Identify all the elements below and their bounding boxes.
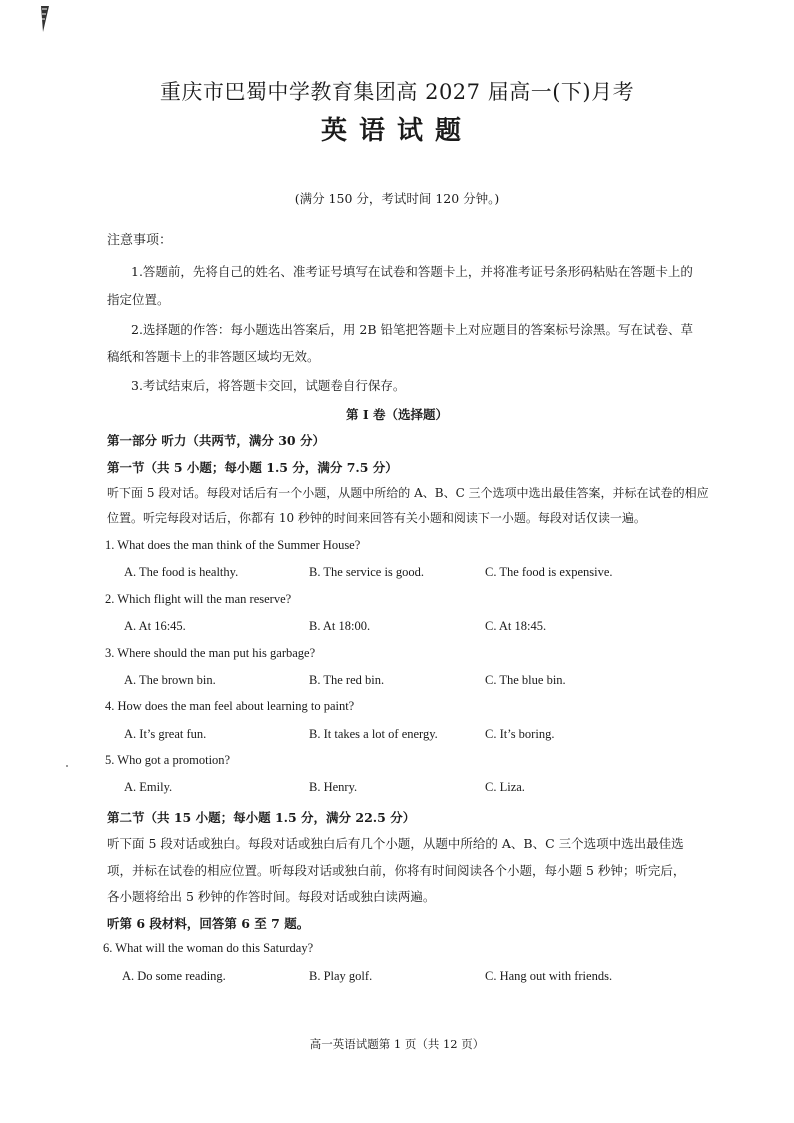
question-4-option-a: A. It’s great fun. <box>124 727 207 741</box>
scan-corner-mark <box>40 6 50 32</box>
question-5-stem: 5. Who got a promotion? <box>105 753 231 767</box>
question-6-option-c: C. Hang out with friends. <box>485 969 613 983</box>
question-2-option-a: A. At 16:45. <box>124 619 186 633</box>
question-3-option-c: C. The blue bin. <box>485 673 566 687</box>
question-4-option-b: B. It takes a lot of energy. <box>309 727 438 741</box>
question-4-option-c: C. It’s boring. <box>485 727 555 741</box>
notice-item-3: 3.考试结束后，将答题卡交回，试题卷自行保存。 <box>131 378 406 393</box>
question-4-stem: 4. How does the man feel about learning to paint? <box>105 699 355 713</box>
question-6-stem: 6. What will the woman do this Saturday? <box>103 941 314 955</box>
question-1-option-b: B. The service is good. <box>309 565 425 579</box>
notice-item-2-line-2: 稿纸和答题卡上的非答题区域均无效。 <box>107 349 320 364</box>
notice-item-1-line-1: 1.答题前，先将自己的姓名、准考证号填写在试卷和答题卡上，并将准考证号条形码粘贴在答题卡上的 <box>131 264 693 279</box>
question-3-option-a: A. The brown bin. <box>124 673 216 687</box>
question-2-option-c: C. At 18:45. <box>485 619 547 633</box>
exam-info: (满分 150 分，考试时间 120 分钟。) <box>294 191 500 206</box>
section1-title: 第一节（共 5 小题；每小题 1.5 分，满分 7.5 分） <box>107 460 398 475</box>
question-5-option-c: C. Liza. <box>485 780 525 794</box>
exam-title: 重庆市巴蜀中学教育集团高 2027 届高一(下)月考 <box>159 80 635 104</box>
part1-title: 第一部分 听力（共两节，满分 30 分） <box>107 433 325 448</box>
section1-instructions-line-2: 位置。听完每段对话后，你都有 10 秒钟的时间来回答有关小题和阅读下一小题。每段对话仅读一遍。 <box>107 511 646 525</box>
section1-instructions-line-1: 听下面 5 段对话。每段对话后有一个小题，从题中所给的 A、B、C 三个选项中选出最佳答案，并标在试卷的相应 <box>107 486 709 500</box>
section2-instructions-line-3: 各小题将给出 5 秒钟的作答时间。每段对话或独白读两遍。 <box>107 889 436 904</box>
section2-instructions-line-1: 听下面 5 段对话或独白。每段对话或独白后有几个小题，从题中所给的 A、B、C 三个选项中选出最佳选 <box>107 836 684 851</box>
question-3-stem: 3. Where should the man put his garbage? <box>105 646 316 660</box>
question-2-option-b: B. At 18:00. <box>309 619 371 633</box>
volume-title: 第 I 卷（选择题） <box>345 407 449 422</box>
question-3-option-b: B. The red bin. <box>309 673 385 687</box>
question-1-option-a: A. The food is healthy. <box>124 565 239 579</box>
notice-heading: 注意事项： <box>107 233 173 248</box>
section2-instructions-line-2: 项，并标在试卷的相应位置。听每段对话或独白前，你将有时间阅读各个小题，每小题 5 秒钟；听完后， <box>107 863 686 878</box>
question-1-option-c: C. The food is expensive. <box>485 565 613 579</box>
question-6-option-b: B. Play golf. <box>309 969 373 983</box>
material-6-heading: 听第 6 段材料，回答第 6 至 7 题。 <box>107 916 310 931</box>
section2-title: 第二节（共 15 小题；每小题 1.5 分，满分 22.5 分） <box>107 810 416 825</box>
question-2-stem: 2. Which flight will the man reserve? <box>105 592 292 606</box>
page-footer: 高一英语试题第 1 页（共 12 页） <box>309 1037 485 1051</box>
notice-item-1-line-2: 指定位置。 <box>107 292 170 307</box>
question-1-stem: 1. What does the man think of the Summer House? <box>105 538 361 552</box>
question-5-option-a: A. Emily. <box>124 780 173 794</box>
notice-item-2-line-1: 2.选择题的作答：每小题选出答案后，用 2B 铅笔把答题卡上对应题目的答案标号涂黑。写在试卷、草 <box>131 322 694 337</box>
scan-speck <box>66 765 68 767</box>
question-6-option-a: A. Do some reading. <box>122 969 226 983</box>
question-5-option-b: B. Henry. <box>309 780 358 794</box>
exam-subtitle: 英语试题 <box>320 116 473 146</box>
